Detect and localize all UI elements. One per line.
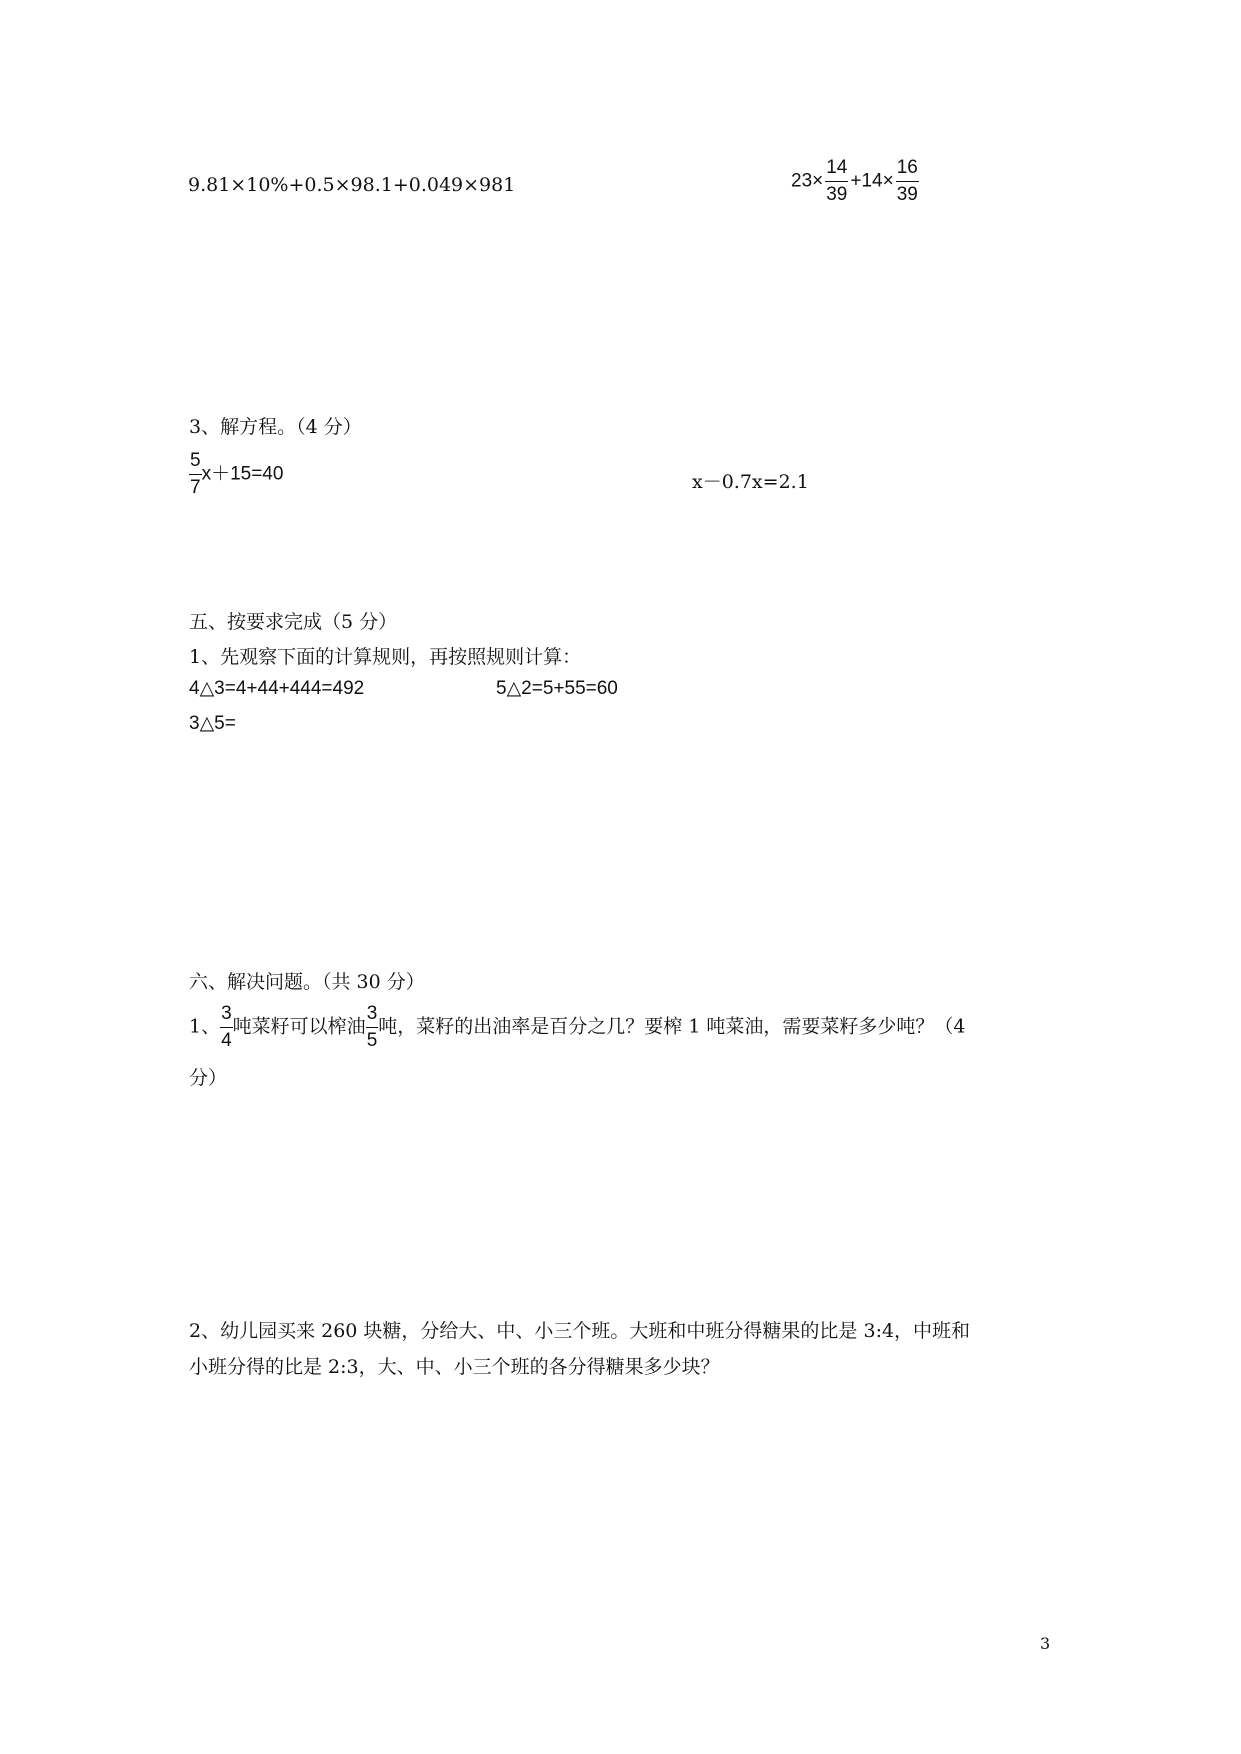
fraction-5-7: $\frac{5}{7}$ (190, 450, 201, 498)
fraction-14-39: $\frac{14}{39}$ (826, 157, 848, 205)
fraction-16-39: $\frac{16}{39}$ (896, 157, 918, 205)
page-number: 3 (1040, 1634, 1051, 1653)
section-6-title: 六、解决问题。（共 30 分） (189, 971, 425, 993)
section-6-question-1-line-2: 分） (189, 1067, 228, 1089)
expr2-term-a: 23× (791, 170, 824, 192)
section-5-question-1: 1、先观察下面的计算规则，再按照规则计算： (189, 646, 582, 668)
expr2-term-b: +14× (850, 170, 894, 192)
q1-middle: 吨菜籽可以榨油 (232, 1015, 366, 1038)
section-5-title: 五、按要求完成（5 分） (189, 611, 398, 633)
section-6-question-2-line-2: 小班分得的比是 2:3，大、中、小三个班的各分得糖果多少块？ (189, 1356, 720, 1378)
rule-task: 3△5= (189, 713, 236, 734)
section-6-question-2-line-1: 2、幼儿园买来 260 块糖，分给大、中、小三个班。大班和中班分得糖果的比是 3:4，中班和 (189, 1320, 971, 1342)
equation-1 (189, 451, 283, 498)
rule-example-2: 5△2=5+55=60 (496, 678, 618, 699)
rule-example-1: 4△3=4+44+444=492 (189, 678, 365, 699)
equation-2: x－0.7x=2.1 (692, 471, 809, 493)
q1-tail: 吨，菜籽的出油率是百分之几？要榨 1 吨菜油，需要菜籽多少吨？（4 (378, 1015, 966, 1038)
q3-heading: 3、解方程。（4 分） (189, 416, 362, 438)
fraction-3-5: $\frac{3}{5}$ (366, 1003, 378, 1051)
equation-1-rest: x＋15=40 (201, 463, 284, 485)
section-6-question-1 (189, 1004, 966, 1051)
calc-expression-2 (791, 158, 921, 205)
fraction-3-4: $\frac{3}{4}$ (221, 1003, 232, 1051)
calc-expression-1: 9.81×10%+0.5×98.1+0.049×981 (188, 174, 516, 196)
q1-prefix: 1、 (189, 1015, 221, 1038)
